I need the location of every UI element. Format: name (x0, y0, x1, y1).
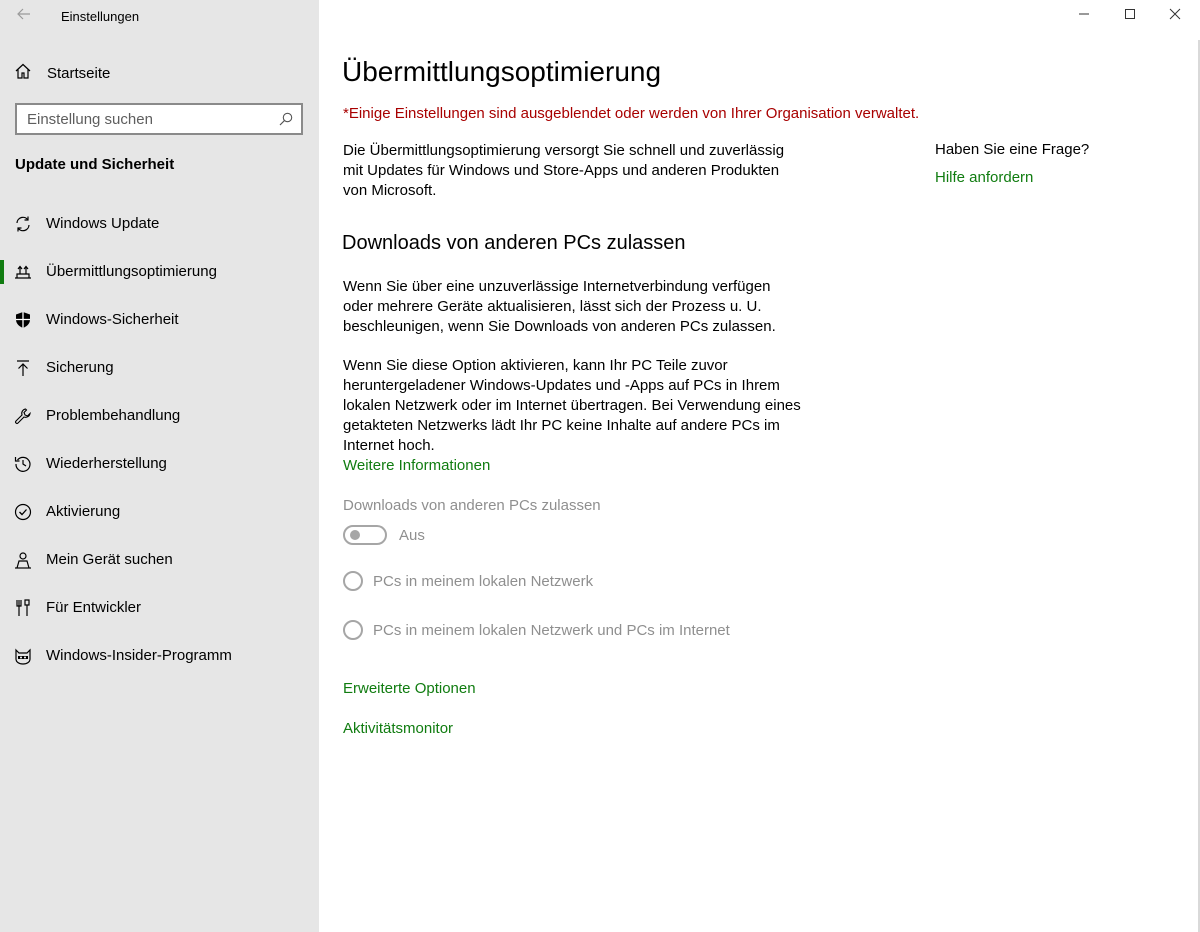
allow-downloads-toggle[interactable] (343, 525, 387, 545)
developer-tools-icon (14, 599, 32, 617)
radio-label: PCs in meinem lokalen Netzwerk (373, 572, 594, 590)
maximize-button[interactable] (1107, 0, 1153, 32)
org-managed-warning: *Einige Einstellungen sind ausgeblendet oder werden von Ihrer Organisation verwaltet. (343, 105, 920, 122)
sidebar-item-label: Windows-Sicherheit (46, 311, 179, 328)
sidebar-item-label: Mein Gerät suchen (46, 551, 173, 568)
question-title: Haben Sie eine Frage? (935, 141, 1090, 158)
app-title: Einstellungen (61, 9, 140, 24)
sidebar-item-label: Sicherung (46, 359, 114, 376)
description-paragraph-1: Wenn Sie über eine unzuverlässige Internetverbindung verfügen oder mehrere Geräte aktualisieren, lässt sich der Prozess u. U. beschleunigen, wenn Sie Downloads von anderen PCs zulassen. (343, 278, 776, 335)
person-location-icon (14, 551, 32, 569)
sidebar-item-delivery-optimization[interactable] (0, 252, 319, 292)
more-info-link[interactable]: Weitere Informationen (343, 457, 491, 474)
sidebar-item-label: Problembehandlung (46, 407, 181, 424)
toggle-knob (350, 530, 360, 540)
sidebar-item-label: Windows Update (46, 215, 160, 232)
activity-monitor-link[interactable]: Aktivitätsmonitor (343, 720, 454, 737)
sidebar-item-for-developers[interactable] (0, 588, 319, 628)
sidebar-item-label: Aktivierung (46, 503, 121, 520)
sidebar-item-windows-update[interactable] (0, 204, 319, 244)
sidebar-item-find-my-device[interactable] (0, 540, 319, 580)
maximize-icon (1124, 7, 1136, 25)
wrench-icon (14, 407, 32, 425)
radio-local-network[interactable] (343, 571, 593, 591)
sidebar-item-windows-security[interactable] (0, 300, 319, 340)
sync-icon (14, 215, 32, 233)
back-arrow-icon[interactable] (14, 6, 34, 26)
sidebar-item-label: Für Entwickler (46, 599, 142, 616)
advanced-options-link[interactable]: Erweiterte Optionen (343, 680, 476, 697)
home-icon (14, 62, 32, 85)
radio-local-and-internet[interactable] (343, 620, 730, 640)
radio-label: PCs in meinem lokalen Netzwerk und PCs im Internet (373, 621, 730, 639)
sidebar-item-label: Übermittlungsoptimierung (46, 263, 217, 280)
sidebar-item-recovery[interactable] (0, 444, 319, 484)
home-link[interactable] (14, 62, 110, 84)
shield-icon (14, 311, 32, 329)
sidebar-item-label: Windows-Insider-Programm (46, 647, 232, 664)
insider-ninja-cat-icon (14, 647, 32, 665)
sidebar-item-troubleshoot[interactable] (0, 396, 319, 436)
search-icon[interactable] (279, 112, 293, 131)
minimize-icon (1078, 7, 1090, 25)
close-icon (1169, 7, 1181, 25)
home-label: Startseite (47, 64, 111, 82)
radio-circle[interactable] (343, 571, 363, 591)
section-subheading: Downloads von anderen PCs zulassen (342, 232, 686, 254)
history-icon (14, 455, 32, 473)
search-box[interactable] (15, 103, 303, 135)
page-title: Übermittlungsoptimierung (342, 56, 662, 87)
intro-text: Die Übermittlungsoptimierung versorgt Sie schnell und zuverlässig mit Updates für Windows und Store-Apps und anderen Produkten von Microsoft. (343, 142, 785, 199)
active-indicator (0, 260, 4, 284)
radio-circle[interactable] (343, 620, 363, 640)
section-title: Update und Sicherheit (15, 156, 175, 173)
sidebar-item-label: Wiederherstellung (46, 455, 167, 472)
upload-arrow-icon (14, 359, 32, 377)
check-circle-icon (14, 503, 32, 521)
get-help-link[interactable]: Hilfe anfordern (935, 169, 1034, 186)
toggle-label: Downloads von anderen PCs zulassen (343, 497, 601, 514)
search-input[interactable] (17, 105, 267, 133)
sidebar-item-backup[interactable] (0, 348, 319, 388)
minimize-button[interactable] (1061, 0, 1107, 32)
sidebar (0, 0, 319, 932)
sidebar-item-activation[interactable] (0, 492, 319, 532)
toggle-state-label: Aus (399, 527, 425, 544)
close-button[interactable] (1152, 0, 1198, 32)
sidebar-item-windows-insider[interactable] (0, 636, 319, 676)
description-paragraph-2: Wenn Sie diese Option aktivieren, kann Ihr PC Teile zuvor heruntergeladener Windows-Updates und -Apps auf PCs in Ihrem lokalen Netzwerk oder im Internet übertragen. Bei Verwendung eines getakteten Netzwerks lädt Ihr PC keine Inhalte auf andere PCs im Internet hoch. (343, 357, 801, 454)
delivery-optimization-icon (14, 263, 32, 281)
